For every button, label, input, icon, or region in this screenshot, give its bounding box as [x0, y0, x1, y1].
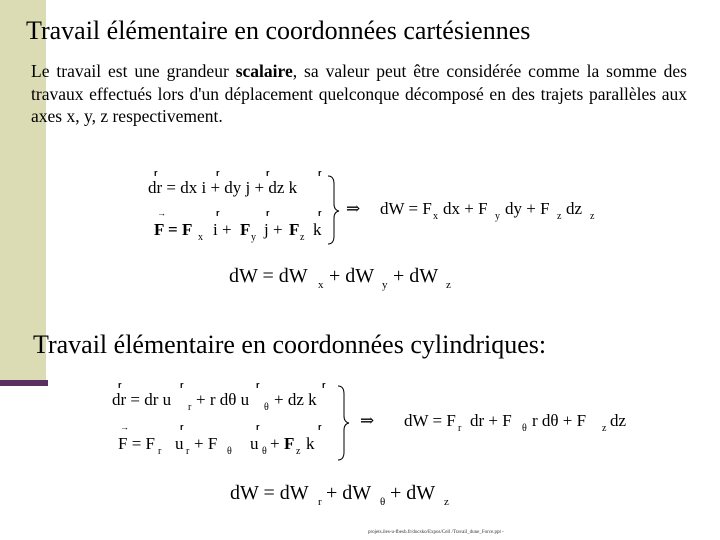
svg-text:r: r	[322, 380, 326, 390]
svg-text:F = F: F = F	[118, 434, 155, 453]
svg-text:x: x	[198, 232, 203, 243]
svg-text:→: →	[120, 422, 129, 432]
svg-text:r: r	[318, 168, 322, 178]
brace-cartesian	[328, 176, 339, 244]
svg-text:F: F	[240, 220, 251, 239]
svg-text:dW = F: dW = F	[380, 199, 432, 218]
svg-text:r: r	[180, 380, 184, 390]
svg-text:r: r	[216, 208, 220, 218]
svg-text:r: r	[318, 496, 322, 508]
svg-text:z: z	[444, 496, 449, 508]
svg-text:y: y	[251, 232, 256, 243]
svg-text:r: r	[458, 423, 462, 434]
eq-cyl-dw	[404, 411, 627, 434]
svg-text:dx + F: dx + F	[443, 199, 488, 218]
footer-source: projets.iles-u-fbesb.fr/docsko/Expos/Cell /Travail_dune_Force.ppt -	[368, 530, 504, 535]
svg-text:z: z	[590, 211, 595, 222]
svg-text:+ F: + F	[194, 434, 218, 453]
implies-cartesian	[346, 199, 360, 218]
svg-text:⇒: ⇒	[346, 199, 361, 218]
svg-text:+ r dθ u: + r dθ u	[196, 390, 250, 409]
svg-text:dz: dz	[610, 411, 627, 430]
eq-cyl-force	[118, 422, 322, 457]
svg-text:z: z	[446, 279, 451, 291]
implies-cylindrical	[360, 411, 374, 430]
svg-text:r: r	[318, 422, 322, 432]
svg-text:r: r	[256, 422, 260, 432]
svg-text:dW = dW: dW = dW	[230, 482, 309, 504]
svg-text:+ dW: + dW	[326, 482, 372, 504]
title-cylindrical: Travail élémentaire en coordonnées cylindriques:	[33, 330, 547, 359]
svg-text:F: F	[289, 220, 300, 239]
svg-text:θ: θ	[264, 402, 269, 413]
svg-text:k: k	[306, 434, 315, 453]
svg-text:r dθ + F: r dθ + F	[532, 411, 587, 430]
svg-text:r: r	[186, 446, 190, 457]
svg-text:z: z	[300, 232, 305, 243]
svg-text:dW = F: dW = F	[404, 411, 456, 430]
eq-cart-sum	[229, 265, 451, 291]
svg-text:r: r	[266, 208, 270, 218]
eq-cart-dr	[148, 168, 322, 197]
svg-text:y: y	[495, 211, 500, 222]
svg-text:z: z	[602, 423, 607, 434]
svg-text:r: r	[180, 422, 184, 432]
svg-text:z: z	[557, 211, 562, 222]
svg-text:r: r	[118, 380, 122, 390]
svg-text:θ: θ	[262, 446, 267, 457]
eq-cyl-dr	[112, 380, 326, 413]
svg-text:r: r	[188, 402, 192, 413]
intro-text-end: , sa valeur peut être considérée comme la somme des travaux effectués lors d'un déplacement quelconque décomposé en des trajets parallèles aux axes x, y, z respectivement.	[31, 61, 687, 126]
svg-text:θ: θ	[227, 446, 232, 457]
svg-text:⇒: ⇒	[360, 411, 375, 430]
title-cartesian: Travail élémentaire en coordonnées cartésiennes	[26, 16, 531, 45]
svg-text:r: r	[266, 168, 270, 178]
svg-text:z: z	[296, 446, 301, 457]
svg-text:θ: θ	[522, 423, 527, 434]
svg-text:+: +	[270, 434, 280, 453]
svg-text:dW = dW: dW = dW	[229, 265, 308, 287]
svg-text:x: x	[433, 211, 438, 222]
svg-text:+ dW: + dW	[390, 482, 436, 504]
brace-cylindrical	[338, 386, 349, 460]
svg-text:F: F	[284, 434, 295, 453]
svg-text:k: k	[313, 220, 322, 239]
intro-bold-word: scalaire	[235, 61, 293, 81]
eq-cart-force	[154, 208, 322, 243]
svg-text:+ dW: + dW	[329, 265, 375, 287]
intro-text-start: Le travail est une grandeur	[31, 61, 236, 81]
svg-text:F = F: F = F	[154, 220, 193, 239]
svg-text:dr = dx i + dy j + dz k: dr = dx i + dy j + dz k	[148, 178, 298, 197]
eq-cyl-sum	[230, 482, 449, 508]
svg-text:i +: i +	[213, 220, 232, 239]
svg-text:r: r	[256, 380, 260, 390]
svg-text:r: r	[216, 168, 220, 178]
svg-text:dz: dz	[566, 199, 583, 218]
svg-text:θ: θ	[380, 496, 386, 508]
svg-text:r: r	[154, 168, 158, 178]
svg-text:j +: j +	[264, 220, 283, 239]
svg-text:dr + F: dr + F	[470, 411, 512, 430]
svg-text:dr = dr u: dr = dr u	[112, 390, 172, 409]
svg-text:r: r	[318, 208, 322, 218]
svg-text:u: u	[250, 434, 259, 453]
svg-text:+ dW: + dW	[393, 265, 439, 287]
svg-text:y: y	[382, 279, 388, 291]
eq-cart-dw	[380, 199, 595, 222]
svg-text:x: x	[318, 279, 324, 291]
svg-text:u: u	[175, 434, 184, 453]
svg-text:+ dz k: + dz k	[274, 390, 317, 409]
svg-text:→: →	[157, 208, 166, 218]
svg-text:dy + F: dy + F	[505, 199, 550, 218]
svg-text:r: r	[158, 446, 162, 457]
